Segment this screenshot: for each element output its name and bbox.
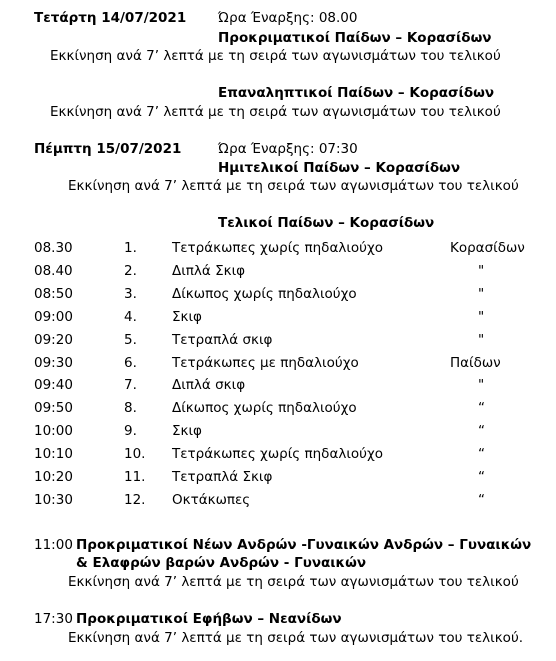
- finals-row: [0, 423, 556, 439]
- day1-repechage-title: Επαναληπτικοί Παίδων – Κορασίδων: [218, 85, 495, 101]
- finals-number: 11.: [124, 469, 146, 485]
- finals-event: Τετράκωπες χωρίς πηδαλιούχο: [172, 446, 384, 463]
- finals-event: Διπλά σκιφ: [172, 377, 246, 394]
- finals-number: 9.: [124, 423, 137, 440]
- day2-semifinals-title: Ημιτελικοί Παίδων – Κορασίδων: [218, 160, 461, 176]
- finals-row: [0, 400, 556, 416]
- finals-time: 08.30: [34, 240, 73, 256]
- juniors-heats-time: 17:30: [34, 611, 73, 627]
- finals-row: [0, 286, 556, 302]
- day2-semifinals-note: Εκκίνηση ανά 7’ λεπτά με τη σειρά των αγωνισμάτων του τελικού: [68, 178, 519, 194]
- senior-heats-note: Εκκίνηση ανά 7’ λεπτά με τη σειρά των αγωνισμάτων του τελικού: [68, 574, 519, 590]
- finals-row: [0, 469, 556, 485]
- finals-event: Δίκωπος χωρίς πηδαλιούχο: [172, 285, 357, 302]
- finals-category: “: [478, 400, 485, 417]
- finals-event: Τετραπλά σκιφ: [172, 331, 273, 348]
- finals-category: ": [478, 377, 485, 394]
- finals-time: 08:50: [34, 285, 73, 302]
- finals-time: 09:50: [34, 400, 73, 417]
- finals-row: [0, 332, 556, 348]
- finals-event: Τετράκωπες χωρίς πηδαλιούχο: [172, 240, 384, 256]
- finals-time: 09:30: [34, 354, 73, 371]
- finals-category: Κορασίδων: [450, 240, 525, 256]
- finals-row: [0, 309, 556, 325]
- finals-category: ": [478, 308, 485, 325]
- finals-event: Σκιφ: [172, 423, 202, 440]
- finals-time: 10:10: [34, 446, 73, 463]
- finals-category: “: [478, 423, 485, 440]
- finals-category: Παίδων: [450, 354, 501, 371]
- finals-number: 10.: [124, 446, 146, 463]
- finals-category: “: [478, 469, 485, 485]
- finals-row: [0, 263, 556, 279]
- finals-row: [0, 240, 556, 256]
- finals-number: 7.: [124, 377, 137, 394]
- day1-heats-note: Εκκίνηση ανά 7’ λεπτά με τη σειρά των αγωνισμάτων του τελικού: [50, 48, 501, 64]
- day1-start-time: Ώρα Έναρξης: 08.00: [218, 10, 358, 26]
- senior-heats-time: 11:00: [34, 537, 73, 553]
- finals-row: [0, 446, 556, 462]
- finals-time: 09:20: [34, 331, 73, 348]
- day1-date: Τετάρτη 14/07/2021: [34, 10, 187, 26]
- finals-category: “: [478, 491, 485, 508]
- finals-time: 09:40: [34, 377, 73, 394]
- finals-event: Διπλά Σκιφ: [172, 262, 246, 279]
- finals-number: 6.: [124, 354, 137, 371]
- finals-number: 5.: [124, 331, 137, 348]
- juniors-heats-title: Προκριματικοί Εφήβων – Νεανίδων: [76, 611, 342, 627]
- finals-event: Σκιφ: [172, 308, 202, 325]
- finals-number: 3.: [124, 285, 137, 302]
- finals-time: 10:00: [34, 423, 73, 440]
- finals-category: “: [478, 446, 485, 463]
- finals-event: Τετραπλά Σκιφ: [172, 469, 273, 485]
- finals-row: [0, 492, 556, 508]
- finals-category: ": [478, 331, 485, 348]
- finals-row: [0, 377, 556, 393]
- finals-time: 10:30: [34, 491, 73, 508]
- day1-repechage-note: Εκκίνηση ανά 7’ λεπτά με τη σειρά των αγωνισμάτων του τελικού: [50, 104, 501, 120]
- juniors-heats-note: Εκκίνηση ανά 7’ λεπτά με τη σειρά των αγωνισμάτων του τελικού.: [68, 630, 524, 646]
- finals-number: 4.: [124, 308, 137, 325]
- finals-event: Οκτάκωπες: [172, 491, 251, 508]
- finals-category: ": [478, 262, 485, 279]
- finals-event: Τετράκωπες με πηδαλιούχο: [172, 354, 359, 371]
- finals-number: 8.: [124, 400, 137, 417]
- finals-time: 09:00: [34, 308, 73, 325]
- senior-heats-title-line2: & Ελαφρών βαρών Ανδρών - Γυναικών: [76, 555, 367, 571]
- day2-start-time: Ώρα Έναρξης: 07:30: [218, 141, 358, 157]
- finals-number: 12.: [124, 491, 146, 508]
- finals-event: Δίκωπος χωρίς πηδαλιούχο: [172, 400, 357, 417]
- day2-date: Πέμπτη 15/07/2021: [34, 141, 182, 157]
- finals-number: 1.: [124, 240, 137, 256]
- finals-number: 2.: [124, 262, 137, 279]
- finals-time: 10:20: [34, 469, 73, 485]
- finals-time: 08.40: [34, 262, 73, 279]
- senior-heats-title-line1: Προκριματικοί Νέων Ανδρών -Γυναικών Ανδρών – Γυναικών: [76, 537, 532, 553]
- day1-heats-title: Προκριματικοί Παίδων – Κορασίδων: [218, 30, 492, 46]
- day2-finals-title: Τελικοί Παίδων – Κορασίδων: [218, 215, 435, 231]
- finals-category: ": [478, 285, 485, 302]
- finals-row: [0, 355, 556, 371]
